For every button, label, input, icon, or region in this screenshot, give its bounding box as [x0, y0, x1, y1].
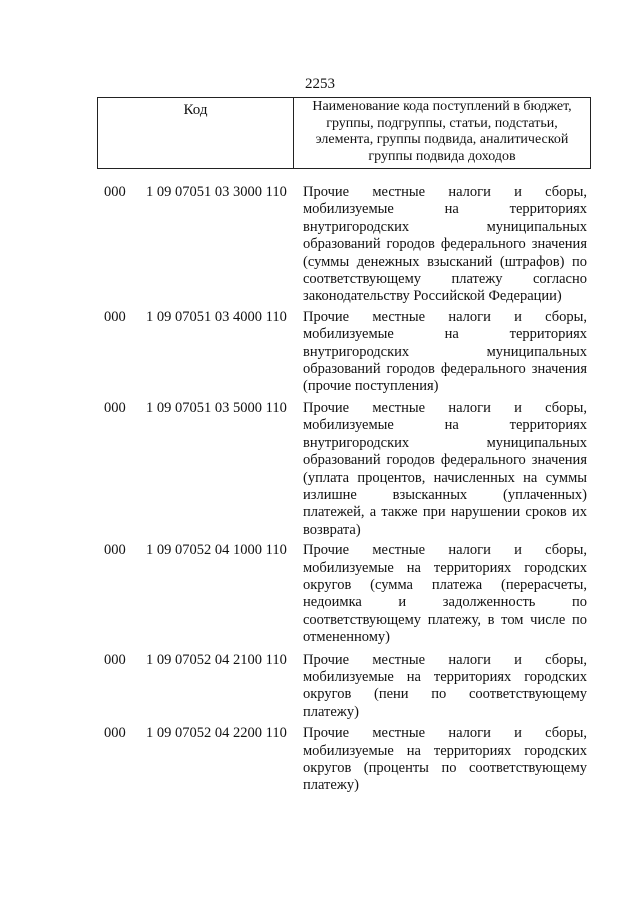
- code-description: Прочие местные налоги и сборы, мобилизуемые на территориях внутригородских муниципальных образований городов федерального значения (прочие поступления): [303, 308, 587, 395]
- code-row: [0, 184, 640, 306]
- admin-code: 000: [104, 399, 126, 416]
- page-number: 2253: [305, 76, 335, 92]
- admin-code: 000: [104, 651, 126, 668]
- admin-code: 000: [104, 542, 126, 559]
- code-list: [0, 184, 640, 795]
- budget-code: 1 09 07051 03 4000 110: [146, 308, 287, 325]
- budget-code: 1 09 07051 03 5000 110: [146, 399, 287, 416]
- admin-code: 000: [104, 725, 126, 742]
- code-row: [0, 400, 640, 539]
- code-row: [0, 542, 640, 646]
- header-table: [97, 97, 591, 169]
- code-description: Прочие местные налоги и сборы, мобилизуемые на территориях городских округов (сумма платежа (перерасчеты, недоимка и задолженность по соответствующему платежу, в том числе по отмененному): [303, 542, 587, 646]
- budget-code: 1 09 07051 03 3000 110: [146, 184, 287, 200]
- header-name-cell: Наименование кода поступлений в бюджет, группы, подгруппы, статьи, подстатьи, элемента, группы подвида, аналитической группы подвида доходов: [312, 99, 572, 164]
- code-row: [0, 652, 640, 722]
- admin-code: 000: [104, 308, 126, 325]
- budget-code: 1 09 07052 04 2100 110: [146, 651, 287, 668]
- code-description: Прочие местные налоги и сборы, мобилизуемые на территориях внутригородских муниципальных образований городов федерального значения (уплата процентов, начисленных на суммы излишне взысканных (уплаченных) платежей, а также при нарушении сроков их возврата): [303, 399, 587, 538]
- code-row: [0, 309, 640, 396]
- header-code-cell: Код: [98, 98, 294, 168]
- budget-code: 1 09 07052 04 1000 110: [146, 542, 287, 559]
- admin-code: 000: [104, 184, 126, 200]
- code-description: Прочие местные налоги и сборы, мобилизуемые на территориях внутригородских муниципальных образований городов федерального значения (суммы денежных взысканий (штрафов) по соответствующему платежу согласно законодательству Российской Федерации): [303, 184, 587, 305]
- code-description: Прочие местные налоги и сборы, мобилизуемые на территориях городских округов (пени по соответствующему платежу): [303, 651, 587, 720]
- budget-code: 1 09 07052 04 2200 110: [146, 725, 287, 742]
- code-description: Прочие местные налоги и сборы, мобилизуемые на территориях городских округов (проценты по соответствующему платежу): [303, 725, 587, 794]
- code-row: [0, 725, 640, 795]
